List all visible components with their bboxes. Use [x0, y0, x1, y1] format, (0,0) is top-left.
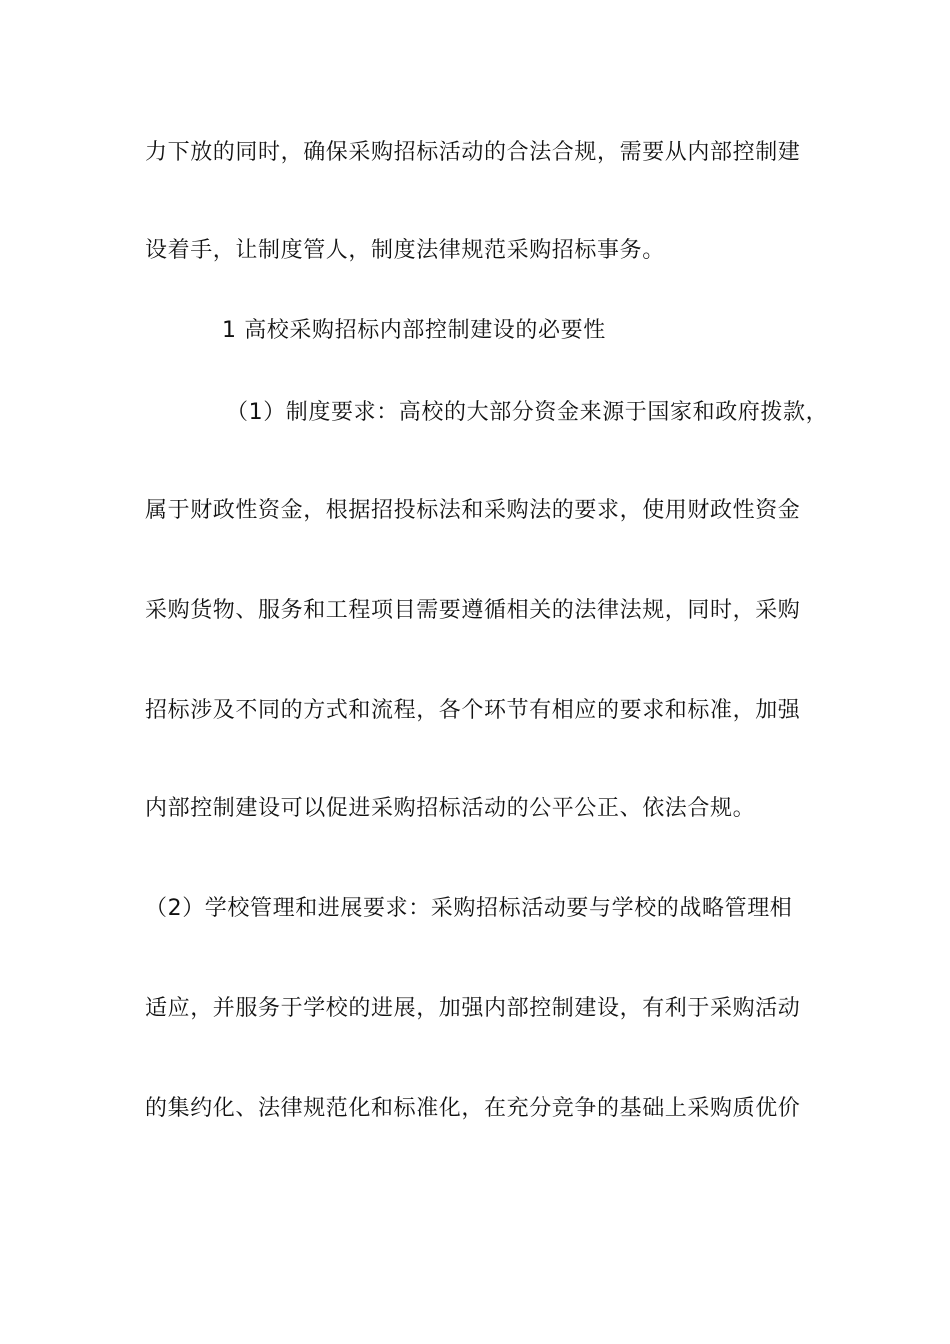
text-line: 属于财政性资金，根据招投标法和采购法的要求，使用财政性资金	[145, 498, 801, 523]
text-line: 招标涉及不同的方式和流程，各个环节有相应的要求和标准，加强	[145, 698, 801, 723]
section-heading: 1 高校采购招标内部控制建设的必要性	[222, 318, 606, 343]
text-line: 的集约化、法律规范化和标准化，在充分竞争的基础上采购质优价	[145, 1096, 801, 1121]
text-line: 力下放的同时，确保采购招标活动的合法合规，需要从内部控制建	[145, 140, 801, 165]
text-line: 内部控制建设可以促进采购招标活动的公平公正、依法合规。	[145, 796, 756, 821]
text-line: 适应，并服务于学校的进展，加强内部控制建设，有利于采购活动	[145, 996, 801, 1021]
text-line: （1）制度要求：高校的大部分资金来源于国家和政府拨款，	[226, 400, 829, 425]
text-line: （2）学校管理和进展要求：采购招标活动要与学校的战略管理相	[145, 896, 793, 921]
text-line: 设着手，让制度管人，制度法律规范采购招标事务。	[145, 238, 665, 263]
text-line: 采购货物、服务和工程项目需要遵循相关的法律法规，同时，采购	[145, 598, 801, 623]
